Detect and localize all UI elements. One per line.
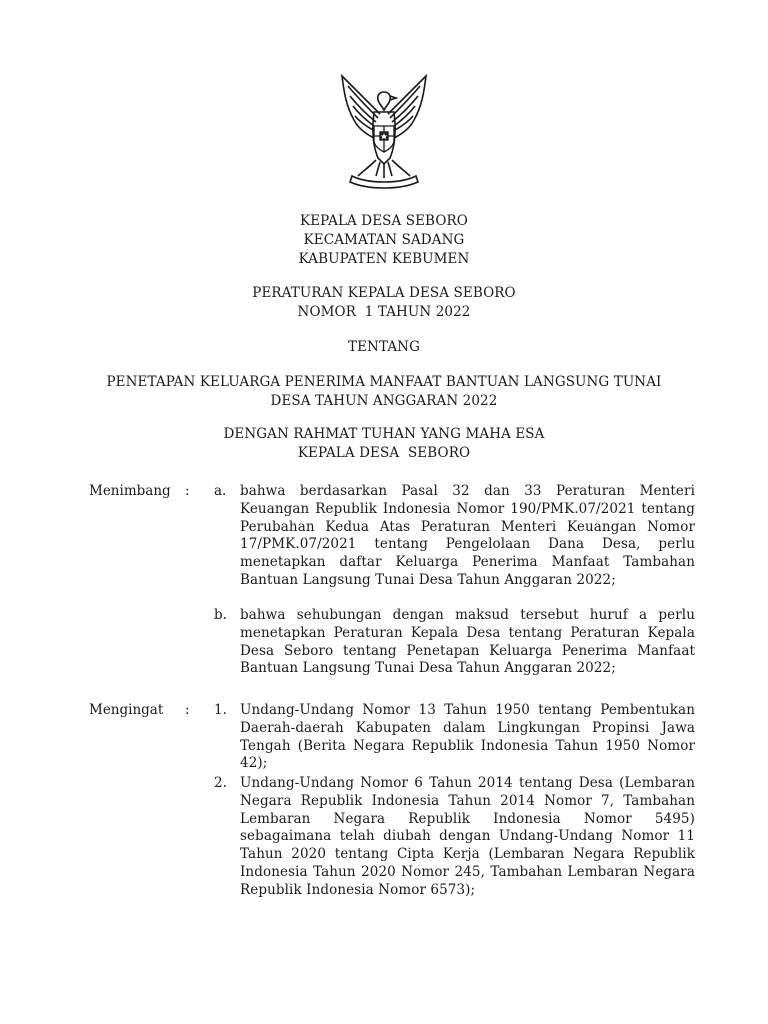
subject-title (0, 373, 768, 411)
regulation-number: NOMOR 1 TAHUN 2022 (297, 304, 471, 320)
authority-line: KABUPATEN KEBUMEN (298, 251, 470, 267)
regulation-line: PERATURAN KEPALA DESA SEBORO (252, 285, 516, 301)
invocation-line: KEPALA DESA SEBORO (297, 445, 471, 461)
item-text: Undang-Undang Nomor 13 Tahun 1950 tentang Pembentukan Daerah-daerah Kabupaten dalam Lingkungan Propinsi Jawa Tengah (Berita Negara Republik Indonesia Tahun 1950 Nomor 42); (240, 702, 695, 772)
menimbang-item-a (89, 483, 695, 607)
about-label: TENTANG (348, 339, 420, 355)
invocation (0, 425, 768, 463)
menimbang-item-b (89, 607, 695, 699)
invocation-line: DENGAN RAHMAT TUHAN YANG MAHA ESA (223, 426, 545, 442)
section-label: Mengingat (89, 702, 164, 718)
mengingat-item-2 (89, 775, 695, 900)
item-number: a. (214, 483, 227, 499)
section-label: Menimbang (89, 483, 171, 499)
item-text: Undang-Undang Nomor 6 Tahun 2014 tentang Desa (Lembaran Negara Republik Indonesia Tahun 2014 Nomor 7, Tambahan Lembaran Negara Republik Indonesia Nomor 5495) sebagaimana telah diubah dengan Undang-Undang Nomor 11 Tahun 2020 tentang Cipta Kerja (Lembaran Negara Republik Indonesia Tahun 2020 Nomor 245, Tambahan Lembaran Negara Republik Indonesia Nomor 6573); (240, 775, 695, 898)
item-text: bahwa sehubungan dengan maksud tersebut huruf a perlu menetapkan Peraturan Kepala Desa tentang Peraturan Kepala Desa Seboro tentang Penetapan Keluarga Penerima Manfaat Bantuan Langsung Tunai Desa Tahun Anggaran 2022; (240, 607, 695, 677)
mengingat-section (89, 702, 695, 900)
authority-line: KECAMATAN SADANG (303, 232, 465, 248)
garuda-emblem (328, 72, 440, 190)
regulation-title (0, 284, 768, 322)
about-heading (0, 338, 768, 357)
subject-line: DESA TAHUN ANGGARAN 2022 (270, 393, 498, 409)
item-number: b. (214, 607, 227, 623)
subject-line: PENETAPAN KELUARGA PENERIMA MANFAAT BANTUAN LANGSUNG TUNAI (106, 374, 662, 390)
mengingat-item-1 (89, 702, 695, 775)
authority-line: KEPALA DESA SEBORO (300, 213, 468, 229)
item-number: 2. (214, 775, 227, 791)
menimbang-section (89, 483, 695, 699)
authority-header (0, 212, 768, 269)
item-text: bahwa berdasarkan Pasal 32 dan 33 Peraturan Menteri Keuangan Republik Indonesia Nomor 190/PMK.07/2021 tentang Perubahan Kedua Atas Peraturan Menteri Keuangan Nomor 17/PMK.07/2021 tentang Pengelolaan Dana Desa, perlu menetapkan daftar Keluarga Penerima Manfaat Tambahan Bantuan Langsung Tunai Desa Tahun Anggaran 2022; (240, 483, 695, 588)
item-number: 1. (214, 702, 227, 718)
section-colon: : (185, 483, 190, 499)
section-colon: : (185, 702, 190, 718)
